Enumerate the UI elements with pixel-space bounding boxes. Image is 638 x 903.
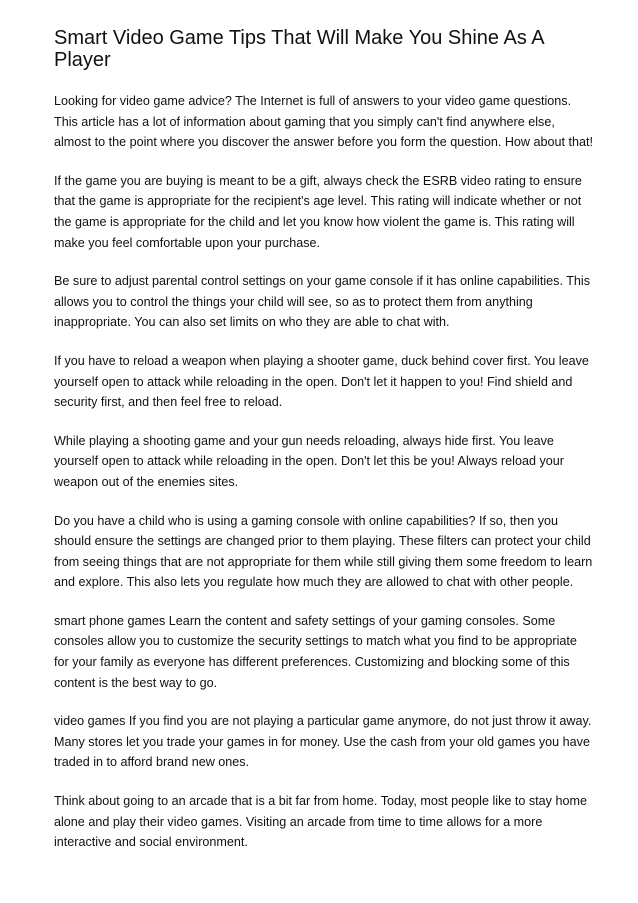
paragraph-2: If the game you are buying is meant to be a gift, always check the ESRB video rating to ensure that the game is appropriate for the recipient's age level. This rating will indicate whether or not the game is appropriate for the child and let you know how violent the game is. This rating will make you feel comfortable upon your purchase. xyxy=(54,173,582,250)
paragraph-9: Think about going to an arcade that is a bit far from home. Today, most people like to stay home alone and play their video games. Visiting an arcade from time to time allows for a more interactive and social environment. xyxy=(54,794,587,850)
paragraph-4: If you have to reload a weapon when playing a shooter game, duck behind cover first. You leave yourself open to attack while reloading in the open. Don't let it happen to you! Find shield and security first, and then feel free to reload. xyxy=(54,353,589,410)
paragraph-3: Be sure to adjust parental control settings on your game console if it has online capabilities. This allows you to control the things your child will see, so as to protect them from anything inappropriate. You can also set limits on who they are able to chat with. xyxy=(54,274,591,330)
paragraph-1: Looking for video game advice? The Internet is full of answers to your video game questions. This article has a lot of information about gaming that you simply can't find anywhere else, almost to the point where you discover the answer before you form the question. How about that! xyxy=(54,94,594,150)
paragraph-6: Do you have a child who is using a gaming console with online capabilities? If so, then you should ensure the settings are changed prior to them playing. These filters can protect your child from seeing things that are not appropriate for them while still giving them some freedom to learn and explore. This also lets you regulate how much they are allowed to chat with other people. xyxy=(54,513,593,590)
paragraph-5: While playing a shooting game and your gun needs reloading, always hide first. You leave yourself open to attack while reloading in the open. Don't let this be you! Always reload your weapon out of the enemies sites. xyxy=(54,433,564,489)
paragraph-8: video games If you find you are not playing a particular game anymore, do not just throw it away. Many stores let you trade your games in for money. Use the cash from your old games you have traded in to afford brand new ones. xyxy=(54,714,592,770)
paragraph-7: smart phone games Learn the content and safety settings of your gaming consoles. Some consoles allow you to customize the security settings to match what you find to be appropriate for your family as everyone has different preferences. Customizing and blocking some of this content is the best way to go. xyxy=(54,613,577,690)
document-title: Smart Video Game Tips That Will Make You Shine As A Player xyxy=(54,27,544,71)
document-page xyxy=(54,27,594,871)
